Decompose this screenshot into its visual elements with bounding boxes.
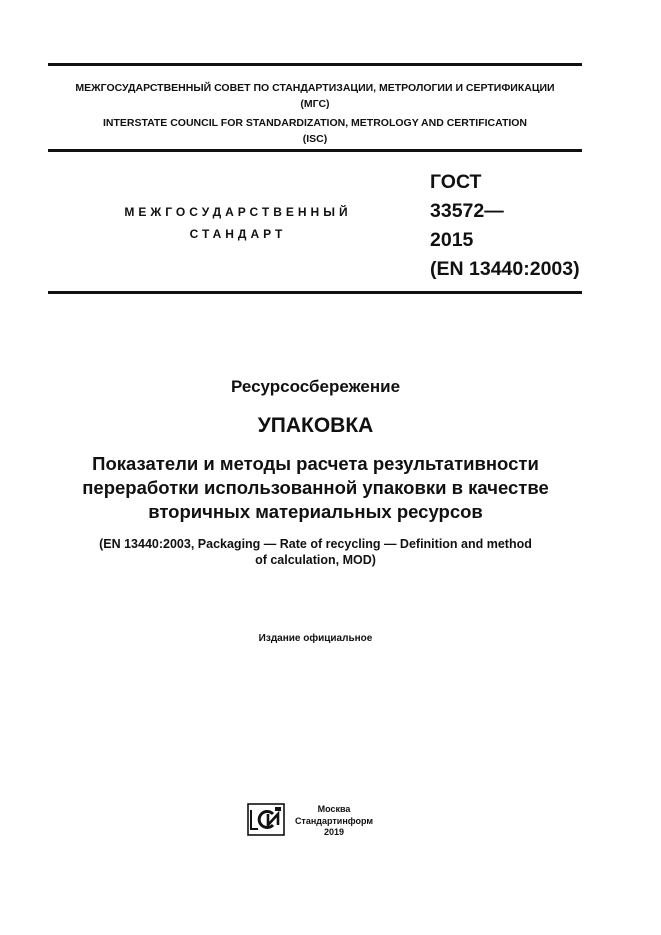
designation-number: 33572— xyxy=(430,200,504,222)
standard-type-line2: СТАНДАРТ xyxy=(189,227,287,241)
designation-gost: ГОСТ xyxy=(430,171,482,193)
standartinform-logo-icon xyxy=(247,803,285,836)
council-header xyxy=(48,80,582,147)
designation-en-ref: (EN 13440:2003) xyxy=(430,258,580,280)
publisher-imprint xyxy=(292,804,376,839)
standard-designation xyxy=(430,168,580,284)
document-subtitle xyxy=(30,452,601,524)
council-name-en: INTERSTATE COUNCIL FOR STANDARDIZATION, METROLOGY AND CERTIFICATION xyxy=(102,117,528,129)
publisher-city: Москва xyxy=(317,804,351,814)
document-title: УПАКОВКА xyxy=(257,414,374,437)
header-rule xyxy=(48,149,582,152)
council-name-ru: МЕЖГОСУДАРСТВЕННЫЙ СОВЕТ ПО СТАНДАРТИЗАЦИИ, МЕТРОЛОГИИ И СЕРТИФИКАЦИИ xyxy=(75,82,555,94)
standard-type-line1: МЕЖГОСУДАРСТВЕННЫЙ xyxy=(124,205,352,219)
council-abbr-en: (ISC) xyxy=(302,133,328,145)
publisher-name: Стандартинформ xyxy=(294,815,374,826)
edition-note: Издание официальное xyxy=(258,633,373,644)
standard-type-label xyxy=(100,204,376,243)
document-subject: Ресурсосбережение xyxy=(230,377,401,396)
top-rule xyxy=(48,63,582,66)
en-reference-line1: (EN 13440:2003, Packaging — Rate of recycling — Definition and method xyxy=(99,537,532,551)
subtitle-line3: вторичных материальных ресурсов xyxy=(148,501,483,522)
en-reference xyxy=(30,536,601,568)
en-reference-line2: of calculation, MOD) xyxy=(255,553,376,567)
publication-year: 2019 xyxy=(323,827,345,837)
subtitle-line1: Показатели и методы расчета результативности xyxy=(92,453,539,474)
subtitle-line2: переработки использованной упаковки в качестве xyxy=(82,477,549,498)
designation-rule xyxy=(48,291,582,294)
council-abbr-ru: (МГС) xyxy=(300,98,330,110)
designation-year: 2015 xyxy=(430,229,474,251)
